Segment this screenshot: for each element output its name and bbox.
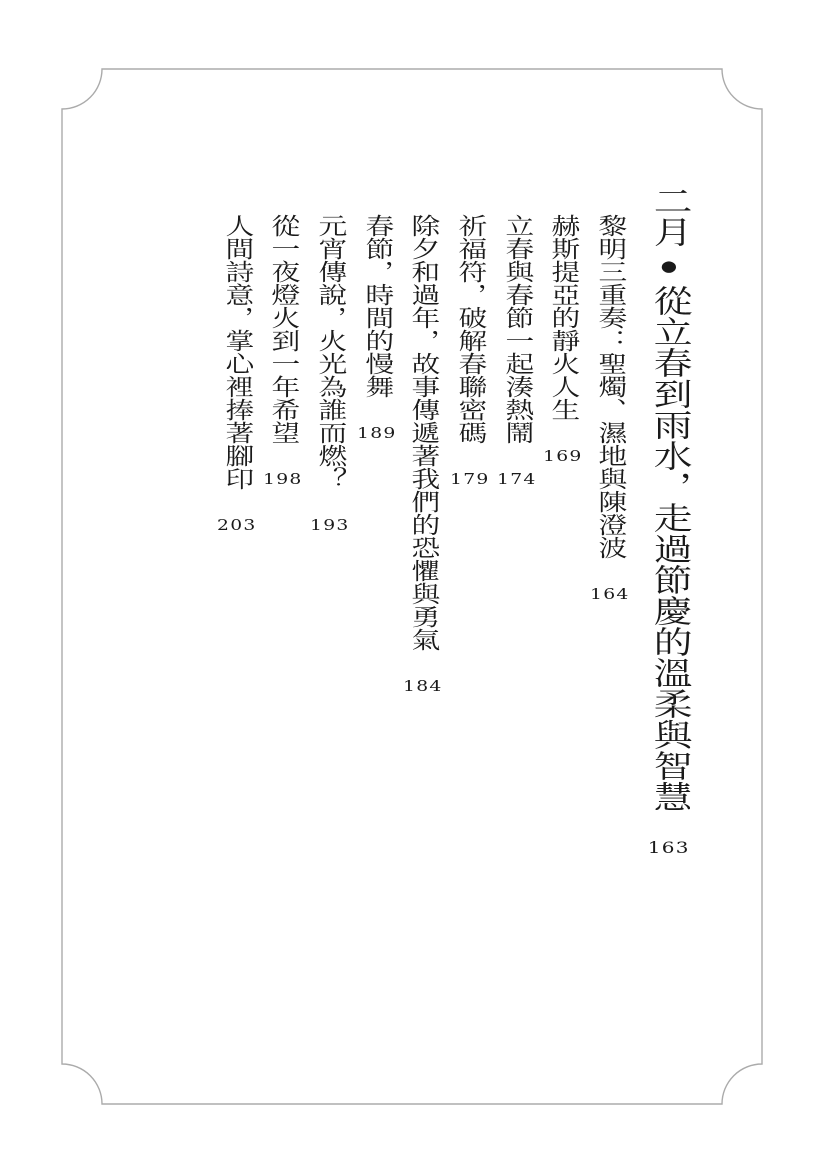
chapter-label: 二月	[646, 185, 692, 247]
toc-entry-title: 除夕和過年，故事傳遞著我們的恐懼與勇氣	[406, 214, 440, 651]
toc-entry-page-number: 179	[449, 470, 490, 488]
toc-entry-title: 春節，時間的慢舞	[360, 214, 393, 398]
toc-entry	[263, 214, 303, 1173]
toc-entry	[357, 214, 397, 1173]
toc-entry-page-number: 193	[310, 516, 350, 534]
toc-entry	[450, 214, 490, 1173]
toc-entry-page-number: 198	[263, 470, 303, 488]
toc-entry-title: 從一夜燈火到一年希望	[266, 214, 300, 444]
chapter-bullet-icon: ●	[657, 257, 681, 275]
toc-entry-title: 人間詩意，掌心裡捧著腳印	[220, 214, 253, 490]
toc-entry-title: 元宵傳說，火光為誰而燃？	[313, 214, 347, 490]
toc-entry	[310, 214, 350, 1173]
toc-entry-page-number: 203	[216, 516, 257, 534]
chapter-title-text: 從立春到雨水，走過節慶的溫柔與智慧	[646, 285, 692, 812]
toc-entry-title: 祈福符，破解春聯密碼	[453, 214, 486, 444]
toc-entry	[543, 214, 583, 1173]
toc-entry	[403, 214, 443, 1173]
toc-entry-page-number: 184	[403, 677, 443, 695]
toc-entry	[590, 214, 630, 1173]
toc-entry-title: 赫斯提亞的靜火人生	[546, 214, 580, 421]
toc-entry-title: 黎明三重奏：聖燭、濕地與陳澄波	[593, 214, 626, 559]
toc-entry-title: 立春與春節一起湊熱鬧	[500, 214, 533, 444]
toc-entry-page-number: 164	[589, 585, 630, 603]
toc-entry	[217, 214, 257, 1173]
toc-entry	[497, 214, 537, 1173]
toc-entry-page-number: 169	[543, 447, 583, 465]
toc-entry-page-number: 174	[496, 470, 537, 488]
toc-entry-page-number: 189	[356, 424, 397, 442]
chapter-heading	[648, 185, 690, 1173]
chapter-page-number: 163	[648, 838, 691, 857]
toc-entries	[216, 214, 630, 1173]
